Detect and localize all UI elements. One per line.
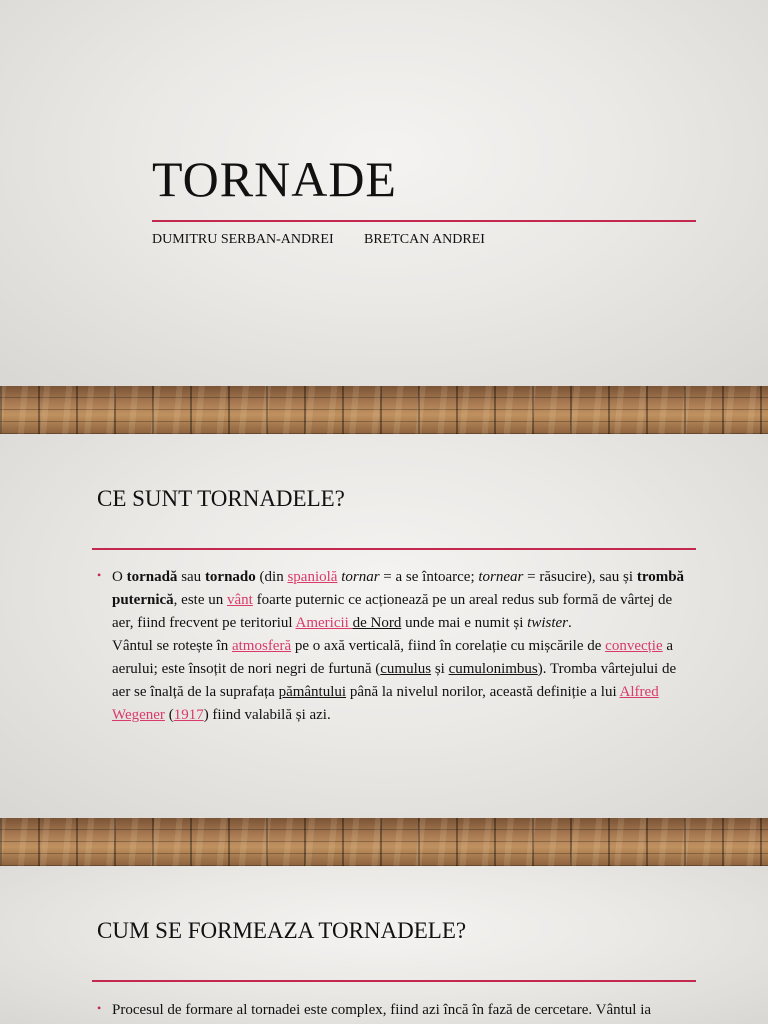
slide-what-are-tornadoes bbox=[0, 434, 768, 818]
slide2-body: O tornadă sau tornado (din spaniolă tornar = a se întoarce; tornear = răsucire), sau și trombă puternică, este un vânt foarte puternic ce acționează pe un areal redus sub formă de vârtej de aer, fiind frecvent pe teritoriul Americii de Nord unde mai e numit și twister. Vântul se rotește în atmosferă pe o axă verticală, fiind în corelație cu mișcările de convecție a aerului; este însoțit de nori negri de furtună (cumulus și cumulonimbus). Tromba vârtejului de aer se înalță de la suprafața pământului până la nivelul norilor, această definiție a lui Alfred Wegener (1917) fiind valabilă și azi. bbox=[112, 569, 685, 723]
slide3-rule bbox=[92, 980, 696, 982]
bullet-icon: • bbox=[97, 1001, 102, 1015]
link-cumulus[interactable]: cumulus bbox=[380, 661, 432, 677]
link-de-nord[interactable]: de Nord bbox=[352, 615, 402, 631]
author-1: DUMITRU SERBAN-ANDREI bbox=[152, 232, 334, 247]
title-rule bbox=[152, 220, 696, 222]
slide3-heading: CUM SE FORMEAZA TORNADELE? bbox=[97, 918, 467, 943]
link-alfred-wegener[interactable]: Alfred Wegener bbox=[112, 684, 659, 723]
link-atmosfera[interactable]: atmosferă bbox=[231, 638, 292, 654]
slide2-rule bbox=[92, 548, 696, 550]
link-spaniola[interactable]: spaniolă bbox=[287, 569, 338, 585]
link-convectie[interactable]: convecție bbox=[605, 638, 663, 654]
slide2-heading: CE SUNT TORNADELE? bbox=[97, 486, 345, 511]
link-cumulonimbus[interactable]: cumulonimbus bbox=[448, 661, 538, 677]
link-pamantului[interactable]: pământului bbox=[278, 684, 347, 700]
slide-title bbox=[0, 0, 768, 386]
author-2: BRETCAN ANDREI bbox=[364, 232, 485, 247]
wood-floor-divider-1 bbox=[0, 386, 768, 434]
slide-how-tornadoes-form bbox=[0, 866, 768, 1024]
link-vant[interactable]: vânt bbox=[227, 592, 253, 608]
link-americii[interactable]: Americii bbox=[295, 615, 353, 631]
bullet-icon: • bbox=[97, 568, 102, 582]
link-1917[interactable]: 1917 bbox=[173, 707, 204, 723]
slide-title-heading: TORNADE bbox=[152, 151, 397, 207]
wood-floor-divider-2 bbox=[0, 818, 768, 866]
slide3-body: Procesul de formare al tornadei este complex, fiind azi încă în fază de cercetare. Vântul ia bbox=[112, 1002, 652, 1018]
